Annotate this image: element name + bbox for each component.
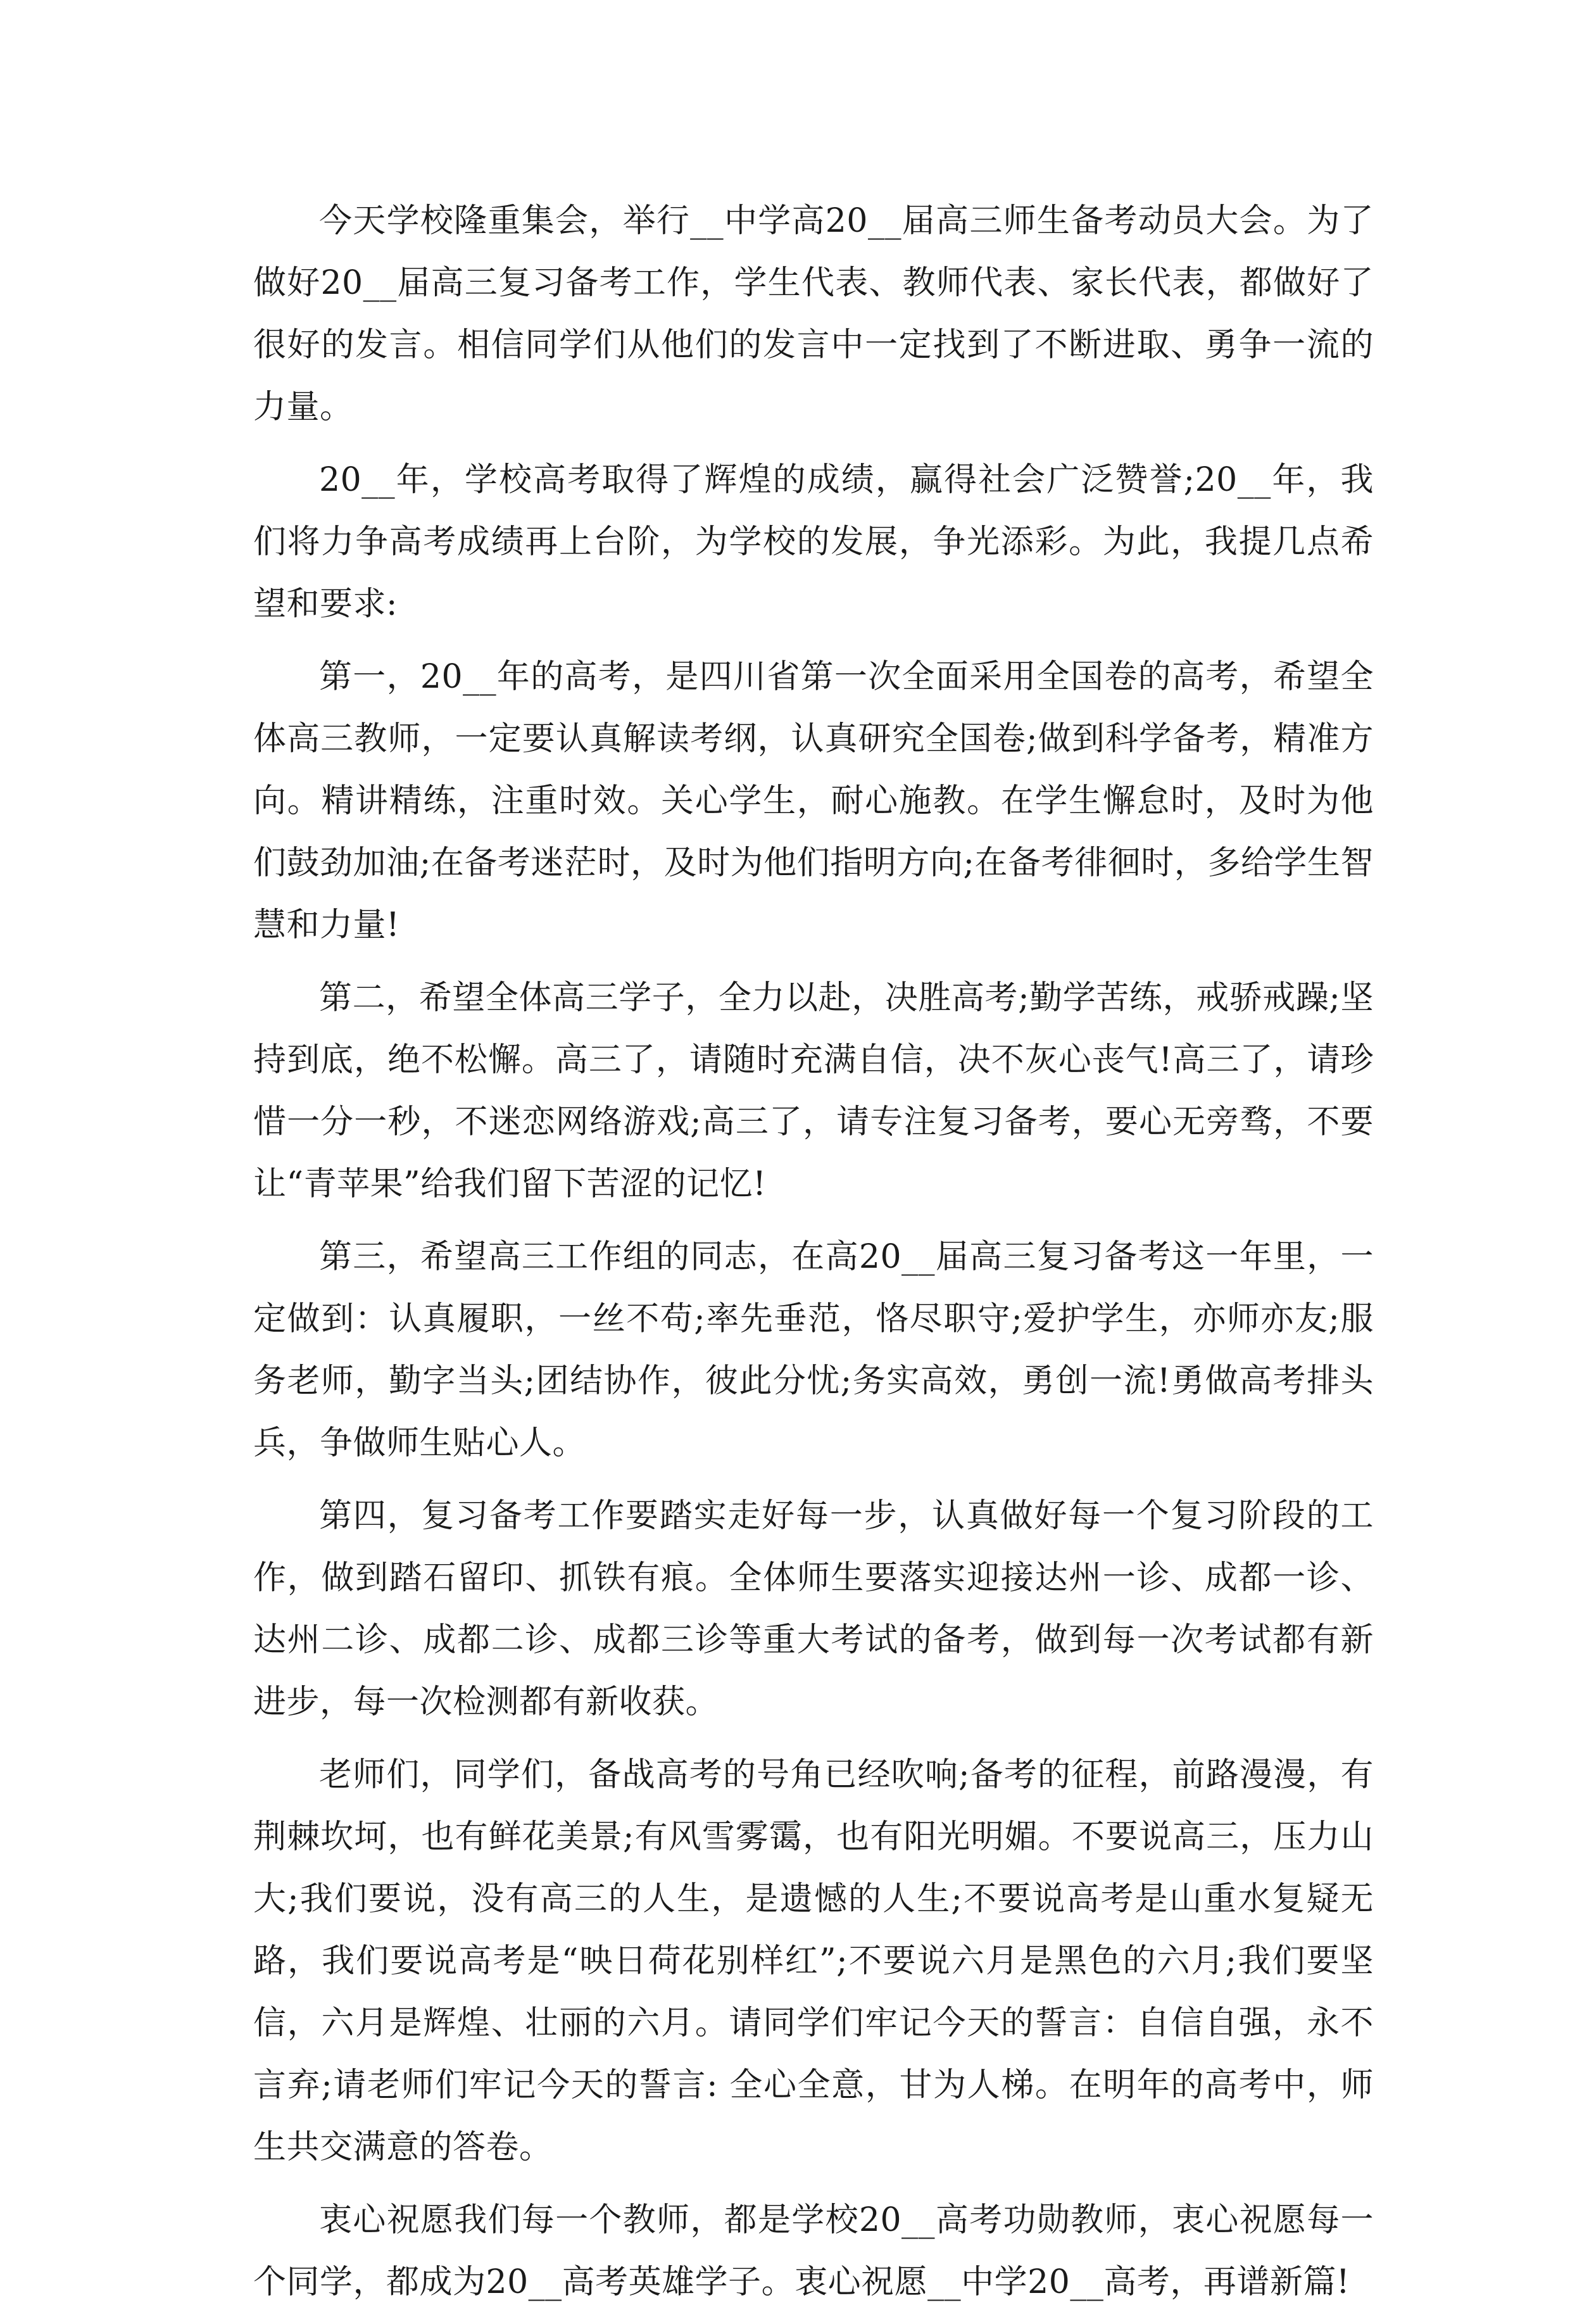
paragraph-third-point: 第三，希望高三工作组的同志，在高20__届高三复习备考这一年里，一定做到：认真履职，一丝不苟;率先垂范，恪尽职守;爱护学生，亦师亦友;服务老师，勤字当头;团结协作，彼此分忧;务实高效，勇创一流!勇做高考排头兵，争做师生贴心人。 (253, 1238, 1374, 1462)
paragraph-second-point: 第二，希望全体高三学子，全力以赴，决胜高考;勤学苦练，戒骄戒躁;坚持到底，绝不松懈。高三了，请随时充满自信，决不灰心丧气!高三了，请珍惜一分一秒，不迷恋网络游戏;高三了，请专注复习备考，要心无旁骛，不要让“青苹果”给我们留下苦涩的记忆! (253, 979, 1374, 1203)
paragraph-fourth-point: 第四，复习备考工作要踏实走好每一步，认真做好每一个复习阶段的工作，做到踏石留印、抓铁有痕。全体师生要落实迎接达州一诊、成都一诊、达州二诊、成都二诊、成都三诊等重大考试的备考，做到每一次考试都有新进步，每一次检测都有新收获。 (253, 1497, 1374, 1721)
paragraph-intro: 今天学校隆重集会，举行__中学高20__届高三师生备考动员大会。为了做好20__届高三复习备考工作，学生代表、教师代表、家长代表，都做好了很好的发言。相信同学们从他们的发言中一定找到了不断进取、勇争一流的力量。 (253, 202, 1374, 426)
paragraph-call-to-action: 老师们，同学们，备战高考的号角已经吹响;备考的征程，前路漫漫，有荆棘坎坷，也有鲜花美景;有风雪雾霭，也有阳光明媚。不要说高三，压力山大;我们要说，没有高三的人生，是遗憾的人生;不要说高考是山重水复疑无路，我们要说高考是“映日荷花别样红”;不要说六月是黑色的六月;我们要坚信，六月是辉煌、壮丽的六月。请同学们牢记今天的誓言：自信自强，永不言弃;请老师们牢记今天的誓言: 全心全意，甘为人梯。在明年的高考中，师生共交满意的答卷。 (253, 1756, 1374, 2166)
paragraph-first-point: 第一，20__年的高考，是四川省第一次全面采用全国卷的高考，希望全体高三教师，一定要认真解读考纲，认真研究全国卷;做到科学备考，精准方向。精讲精练，注重时效。关心学生，耐心施教。在学生懈怠时，及时为他们鼓劲加油;在备考迷茫时，及时为他们指明方向;在备考徘徊时，多给学生智慧和力量! (253, 658, 1374, 944)
paragraph-achievements: 20__年，学校高考取得了辉煌的成绩，赢得社会广泛赞誉;20__年，我们将力争高考成绩再上台阶，为学校的发展，争光添彩。为此，我提几点希望和要求: (253, 461, 1374, 623)
document-body (253, 190, 1374, 2324)
paragraph-closing-wishes: 衷心祝愿我们每一个教师，都是学校20__高考功勋教师，衷心祝愿每一个同学，都成为20__高考英雄学子。衷心祝愿__中学20__高考，再谱新篇! (253, 2201, 1374, 2301)
